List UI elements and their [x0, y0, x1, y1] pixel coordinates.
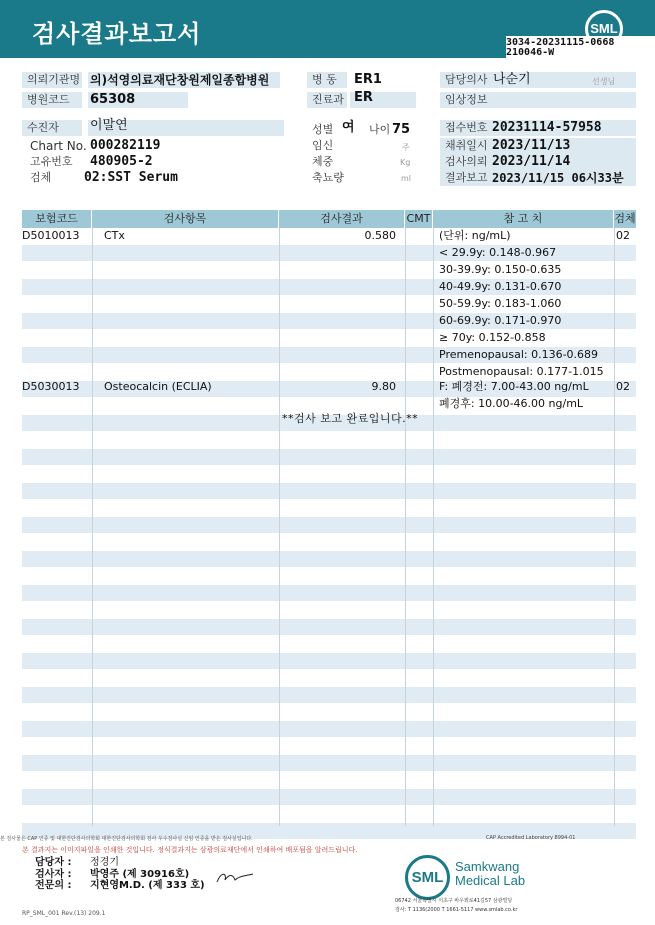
column-divider: [614, 228, 615, 826]
row2-spec: 02: [616, 380, 630, 393]
row2-item: Osteocalcin (ECLIA): [104, 380, 212, 393]
lab-address: 06742 서울특별시 서초구 바우뫼로41길57 삼광빌딩: [395, 898, 513, 904]
report-title: 검사결과보고서: [32, 20, 202, 48]
lab-phone: 검사: T 1136(2000 T 1661-5117 www.smlab.co.kr: [395, 907, 518, 913]
preg-label: 임신: [312, 139, 334, 152]
report-label: 결과보고: [440, 170, 636, 186]
row1-code: D5010013: [22, 229, 80, 242]
institution-value: 의)석영의료재단창원제일종합병원: [90, 73, 270, 87]
row1-spec: 02: [616, 229, 630, 242]
header-result: 검사결과: [279, 210, 405, 228]
age-value: 75: [392, 122, 411, 137]
unique-value: 480905-2: [90, 154, 153, 169]
doctor-suffix: 선생님: [592, 77, 616, 86]
column-divider: [405, 228, 406, 826]
receipt-label: 접수번호: [440, 120, 636, 136]
table-row-band: [22, 721, 636, 737]
request-label: 검사의뢰: [440, 154, 636, 170]
ref-line: Premenopausal: 0.136-0.689: [439, 348, 599, 361]
column-divider: [279, 228, 280, 826]
ref-line: F: 폐경전: 7.00-43.00 ng/mL: [439, 380, 589, 393]
sex-label: 성별: [312, 123, 334, 136]
preg-unit: 주: [402, 143, 410, 152]
samkwang-logo-icon: SML: [405, 855, 450, 900]
header-item: 검사항목: [92, 210, 279, 228]
tester-label: 검사자 :: [35, 869, 72, 880]
row2-result: 9.80: [371, 380, 396, 393]
sex-value: 여: [342, 120, 355, 135]
doctor-value: 나순기: [493, 72, 531, 87]
row1-result: 0.580: [364, 229, 396, 242]
dept-label: 진료과: [307, 92, 347, 108]
hospital-code-value: 65308: [90, 92, 136, 107]
results-table-header: [22, 210, 636, 228]
weight-unit: Kg: [400, 158, 411, 167]
doctor-label: 담당의사: [440, 72, 636, 88]
hospital-code-label: 병원코드: [22, 92, 82, 108]
column-divider: [433, 228, 434, 826]
weight-label: 체중: [312, 155, 334, 168]
ref-line: 폐경후: 10.00-46.00 ng/mL: [439, 397, 584, 410]
urine-label: 축뇨량: [312, 171, 344, 184]
header-ref: 참 고 치: [433, 210, 614, 228]
form-revision: RP_SML_001 Rev.(13) 209.1: [22, 910, 106, 917]
table-row-band: [22, 551, 636, 567]
clinical-label: 임상정보: [440, 92, 636, 108]
ref-line: 40-49.9y: 0.131-0.670: [439, 280, 562, 293]
dept-value: ER: [354, 90, 373, 105]
ward-value: ER1: [354, 72, 382, 87]
patient-label: 수진자: [22, 120, 82, 136]
ref-line: ≥ 70y: 0.152-0.858: [439, 331, 546, 344]
ref-line: 30-39.9y: 0.150-0.635: [439, 263, 562, 276]
ward-label: 병 동: [307, 72, 347, 88]
signature-icon: [215, 868, 255, 886]
header-code: 보험코드: [22, 210, 92, 228]
header-spec: 검체: [614, 212, 636, 225]
accreditation-note: 본 검사물은 CAP 인증 및 대한진단검사의학회 대한진단검사의학회 검사 우수검사실 신임 인증을 받은 검사실입니다.: [0, 836, 253, 842]
table-row-band: [22, 789, 636, 805]
completion-message: **검사 보고 완료입니다.**: [282, 412, 419, 425]
lab-name: [455, 860, 525, 888]
ref-line: Postmenopausal: 0.177-1.015: [439, 365, 604, 378]
specialist-label: 전문의 :: [35, 880, 72, 891]
chart-label: Chart No.: [30, 139, 87, 153]
age-label: 나이: [369, 123, 391, 136]
lab-name-line1: Samkwang: [455, 859, 520, 874]
specimen-label: 검체: [30, 171, 52, 184]
unique-label: 고유번호: [30, 155, 73, 168]
specialist-value: 지현영M.D. (제 333 호): [90, 880, 205, 891]
ref-line: 60-69.9y: 0.171-0.970: [439, 314, 562, 327]
header-cmt: CMT: [405, 210, 433, 228]
specimen-value: 02:SST Serum: [84, 170, 178, 185]
report-value: 2023/11/15 06시33분: [492, 171, 624, 185]
report-number-line2: 210046-W: [506, 47, 555, 58]
cap-note: CAP Accredited Laboratory 8994-01: [486, 835, 576, 841]
manager-label: 담당자 :: [35, 857, 72, 868]
table-row-band: [22, 585, 636, 601]
manager-value: 정경기: [90, 857, 119, 868]
report-number-line1: 3034-20231115-0668: [506, 37, 615, 48]
table-row-band: [22, 483, 636, 499]
ref-line: (단위: ng/mL): [439, 229, 511, 242]
row1-item: CTx: [104, 229, 125, 242]
table-row-band: [22, 653, 636, 669]
ref-line: < 29.9y: 0.148-0.967: [439, 246, 557, 259]
tester-value: 박영주 (제 30916호): [90, 869, 190, 880]
column-divider: [92, 228, 93, 826]
report-number: [506, 36, 655, 58]
receipt-value: 20231114-57958: [492, 120, 602, 135]
collect-label: 채취일시: [440, 138, 636, 154]
table-row-band: [22, 687, 636, 703]
patient-value: 이말연: [90, 118, 128, 133]
ref-line: 50-59.9y: 0.183-1.060: [439, 297, 562, 310]
table-row-band: [22, 449, 636, 465]
request-value: 2023/11/14: [492, 154, 571, 169]
table-row-band: [22, 517, 636, 533]
institution-label: 의뢰기관명: [22, 72, 82, 88]
row2-code: D5030013: [22, 380, 80, 393]
chart-value: 000282119: [90, 138, 161, 153]
collect-value: 2023/11/13: [492, 138, 571, 153]
print-notice: 본 결과지는 이미지파일을 인쇄한 것입니다. 정식결과지는 삼광의료재단에서 인쇄하여 배포됨을 알려드립니다.: [22, 846, 358, 854]
urine-unit: ml: [401, 174, 412, 183]
sml-logo-icon: SML: [585, 10, 623, 48]
lab-name-line2: Medical Lab: [455, 873, 526, 888]
table-row-band: [22, 619, 636, 635]
table-row-band: [22, 755, 636, 771]
